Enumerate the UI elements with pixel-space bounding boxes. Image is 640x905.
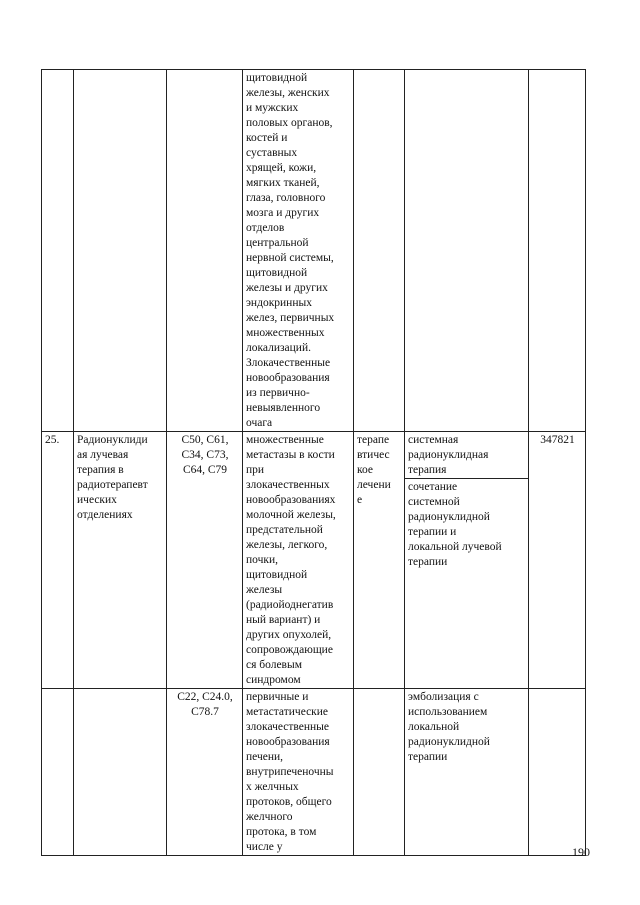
text-line: синдромом: [246, 674, 301, 686]
text-line: терапии: [408, 556, 448, 568]
text-line: первичные и: [246, 691, 309, 703]
text-line: Радионуклиди: [77, 434, 148, 446]
text-line: терапе: [357, 434, 390, 446]
text-line: почки,: [246, 554, 279, 566]
text-line: новообразования: [246, 372, 330, 384]
cell-diagnosis: [243, 70, 354, 432]
text-line: при: [246, 464, 265, 476]
table-row-continuation-b: [42, 689, 586, 856]
text-line: щитовидной: [246, 267, 308, 279]
text-line: эмболизация с: [408, 691, 479, 703]
text-line: мозга и других: [246, 207, 320, 219]
text-line: щитовидной: [246, 569, 308, 581]
cell-cost: [529, 70, 586, 432]
medical-care-table: [41, 69, 586, 856]
text-line: кое: [357, 464, 373, 476]
text-line: числе у: [246, 841, 283, 853]
row-number: 25.: [45, 434, 60, 446]
text-line: злокачественных: [246, 479, 330, 491]
cell-codes: [167, 432, 243, 689]
text-line: C64, C79: [182, 464, 228, 476]
text-line: системной: [408, 496, 460, 508]
text-line: радионуклидной: [408, 736, 490, 748]
table-row-continuation: [42, 70, 586, 432]
text-line: злокачественные: [246, 721, 329, 733]
text-line: эндокринных: [246, 297, 312, 309]
text-line: лечени: [357, 479, 391, 491]
text-line: C34, C73,: [181, 449, 229, 461]
text-line: радионуклидная: [408, 449, 489, 461]
text-line: из первично-: [246, 387, 310, 399]
text-line: нервной системы,: [246, 252, 334, 264]
text-line: е: [357, 494, 363, 506]
cell-number: [42, 432, 74, 689]
text-line: внутрипеченочны: [246, 766, 334, 778]
text-line: предстательной: [246, 524, 323, 536]
text-line: метастатические: [246, 706, 329, 718]
text-line: хрящей, кожи,: [246, 162, 317, 174]
text-line: ся болевым: [246, 659, 302, 671]
cell-codes: [167, 689, 243, 856]
text-line: суставных: [246, 147, 298, 159]
text-line: очага: [246, 417, 273, 429]
text-line: отделов: [246, 222, 285, 234]
text-line: C78.7: [191, 706, 219, 718]
cell-diagnosis: [243, 689, 354, 856]
text-line: щитовидной: [246, 72, 308, 84]
cell-number: [42, 689, 74, 856]
text-line: глаза, головного: [246, 192, 326, 204]
text-line: ный вариант) и: [246, 614, 321, 626]
cell-method: [405, 70, 529, 432]
text-line: железы и других: [246, 282, 328, 294]
text-line: ая лучевая: [77, 449, 129, 461]
text-line: использованием: [408, 706, 488, 718]
text-line: радионуклидной: [408, 511, 490, 523]
text-line: втичес: [357, 449, 390, 461]
cell-treatment-type: [354, 432, 405, 689]
text-line: половых органов,: [246, 117, 333, 129]
text-line: метастазы в кости: [246, 449, 335, 461]
text-line: радиотерапевт: [77, 479, 148, 491]
text-line: желез, первичных: [246, 312, 335, 324]
text-line: терапии: [408, 751, 448, 763]
text-line: ических: [77, 494, 117, 506]
text-line: железы, женских: [246, 87, 330, 99]
page-number: 190: [572, 845, 590, 859]
text-line: новообразованиях: [246, 494, 336, 506]
method-combined-therapy: [405, 479, 528, 570]
text-line: х желчных: [246, 781, 299, 793]
cell-method: [405, 689, 529, 856]
text-line: множественные: [246, 434, 324, 446]
text-line: C22, C24.0,: [177, 691, 233, 703]
text-line: протока, в том: [246, 826, 317, 838]
text-line: отделениях: [77, 509, 133, 521]
cell-name: [74, 689, 167, 856]
text-line: терапия: [408, 464, 447, 476]
text-line: железы: [246, 584, 283, 596]
cell-codes: [167, 70, 243, 432]
text-line: терапии и: [408, 526, 457, 538]
cell-name: [74, 432, 167, 689]
text-line: локализаций.: [246, 342, 311, 354]
cell-treatment-type: [354, 689, 405, 856]
text-line: локальной: [408, 721, 460, 733]
text-line: печени,: [246, 751, 284, 763]
text-line: и мужских: [246, 102, 299, 114]
cell-number: [42, 70, 74, 432]
cell-method: [405, 432, 529, 689]
text-line: костей и: [246, 132, 288, 144]
text-line: центральной: [246, 237, 309, 249]
cell-name: [74, 70, 167, 432]
text-line: локальной лучевой: [408, 541, 502, 553]
text-line: желчного: [246, 811, 293, 823]
text-line: новообразования: [246, 736, 330, 748]
text-line: невыявленного: [246, 402, 321, 414]
text-line: терапия в: [77, 464, 124, 476]
text-line: мягких тканей,: [246, 177, 320, 189]
cell-diagnosis: [243, 432, 354, 689]
text-line: других опухолей,: [246, 629, 332, 641]
table-row-25: [42, 432, 586, 689]
text-line: системная: [408, 434, 459, 446]
text-line: C50, C61,: [181, 434, 229, 446]
cost-value: 347821: [540, 434, 575, 446]
text-line: сочетание: [408, 481, 458, 493]
cell-cost: [529, 689, 586, 856]
text-line: Злокачественные: [246, 357, 331, 369]
cell-treatment-type: [354, 70, 405, 432]
method-system-therapy: [405, 432, 528, 479]
text-line: (радиойоднегатив: [246, 599, 334, 611]
text-line: множественных: [246, 327, 325, 339]
text-line: молочной железы,: [246, 509, 336, 521]
cell-cost: [529, 432, 586, 689]
text-line: протоков, общего: [246, 796, 332, 808]
text-line: железы, легкого,: [246, 539, 328, 551]
text-line: сопровождающие: [246, 644, 333, 656]
